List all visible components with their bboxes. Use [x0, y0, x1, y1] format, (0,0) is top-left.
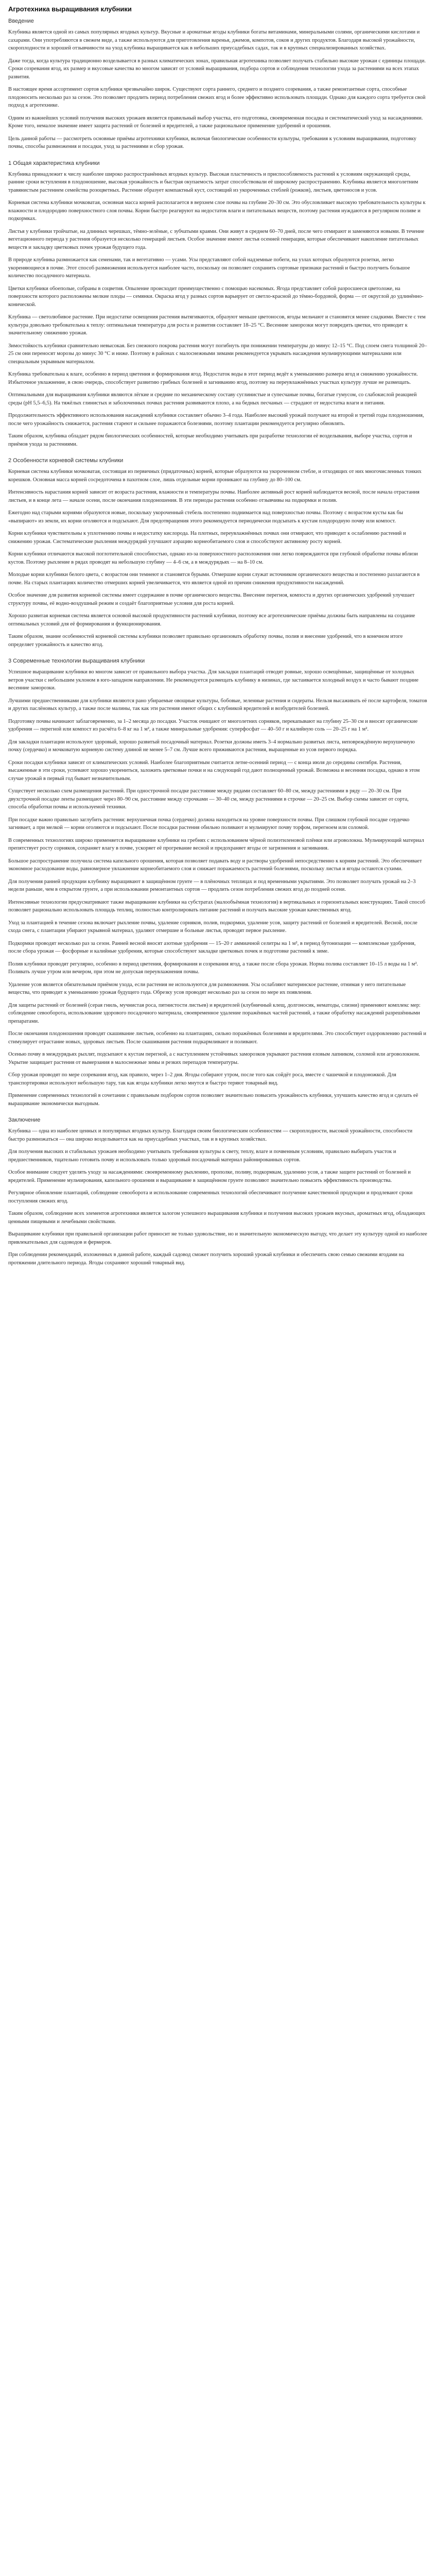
document-section	[8, 658, 428, 1108]
paragraph: Подготовку почвы начинают заблаговременно, за 1–2 месяца до посадки. Участок очищают от многолетних сорняков, перекапывают на глубину 25–30 см и вносят органические удобрения — перегной или компост из расчёта 6–8 кг на 1 м², а также минеральные удобрения: суперфосфат — 40–50 г и калийную соль — 20–25 г на 1 м².	[8, 718, 418, 732]
section-title: 1 Общая характеристика клубники	[8, 160, 100, 166]
paragraph: Цветки клубники обоеполые, собраны в соцветия. Опыление происходит преимущественно с помощью насекомых. Ягода представляет собой разросшееся цветоложе, на поверхности которого расположены мелкие плоды — семянки. Окраска ягод у разных сортов варьирует от светло-красной до тёмно-бордовой, форма — от округлой до удлинённо-конической.	[8, 285, 424, 308]
section-title: 2 Особенности корневой системы клубники	[8, 457, 124, 464]
paragraph: Клубника принадлежит к числу наиболее широко распространённых ягодных культур. Высокая пластичность и приспособляемость растений к условиям окружающей среды, ранние сроки вступления в плодоношение, высокая урожайность и быстрая окупаемость затрат способствовали её широкому распространению. Клубника является многолетним травянистым растением семейства розоцветных. Растение образует компактный куст, состоящий из укороченных стеблей (рожков), листьев, цветоносов и усов.	[8, 171, 418, 193]
paragraph: При соблюдении рекомендаций, изложенных в данной работе, каждый садовод сможет получить хороший урожай клубники и обеспечить свою семью свежими ягодами на протяжении длительного периода. Ягоды сохраняют хороший товарный вид.	[8, 1252, 404, 1266]
paragraph: Корневая система клубники мочковатая, состоящая из первичных (придаточных) корней, которые образуются на укороченном стебле, и отходящих от них многочисленных тонких корешков. Основная масса корней сосредоточена в пахотном слое, лишь отдельные корни проникают на глубину до 80–100 см.	[8, 469, 422, 483]
paragraph: Клубника требовательна к влаге, особенно в период цветения и формирования ягод. Недостаток воды в этот период ведёт к уменьшению размера ягод и снижению урожайности. Избыточное увлажнение, в свою очередь, способствует развитию грибных болезней и загниванию ягод, поэтому на переувлажнённых участках культуру лучше не размещать.	[8, 371, 418, 385]
document-body	[8, 18, 428, 1267]
paragraph: Одним из важнейших условий получения высоких урожаев является правильный выбор участка, его подготовка, своевременная посадка и систематический уход за насаждениями. Кроме того, немалое значение имеет защита растений от болезней и вредителей, а также рациональное применение удобрений и орошения.	[8, 115, 423, 129]
paragraph: Полив клубники проводят регулярно, особенно в период цветения, формирования и созревания ягод, а также после сбора урожая. Норма полива составляет 10–15 л воды на 1 м². Поливать лучше утром или вечером, при этом не допуская переувлажнения почвы.	[8, 961, 418, 975]
paragraph: В природе клубника размножается как семенами, так и вегетативно — усами. Усы представляют собой надземные побеги, на узлах которых образуются розетки, легко укореняющиеся в почве. Этот способ размножения используется наиболее часто, поскольку он позволяет сохранить сортовые признаки растений и быстро получить большое количество посадочного материала.	[8, 257, 410, 279]
paragraph: Успешное выращивание клубники во многом зависит от правильного выбора участка. Для закладки плантаций отводят ровные, хорошо освещённые, защищённые от холодных ветров участки с небольшим уклоном в юго-западном направлении. Не рекомендуется размещать клубнику в низинах, где застаивается холодный воздух и часто бывают поздние весенние заморозки.	[8, 669, 418, 691]
paragraph: Для получения высоких и стабильных урожаев необходимо учитывать требования культуры к свету, теплу, влаге и почвенным условиям, правильно выбирать участок и предшественников, тщательно готовить почву и использовать только здоровый посадочный материал районированных сортов.	[8, 1149, 396, 1163]
paragraph: Выращивание клубники при правильной организации работ приносит не только удовольствие, но и значительную экономическую выгоду, что делает эту культуру одной из наиболее привлекательных для садоводов и фермеров.	[8, 1231, 427, 1245]
document-section	[8, 18, 428, 151]
paragraph: Ежегодно над старыми корнями образуются новые, поскольку укороченный стебель постепенно поднимается над поверхностью почвы. Поэтому с возрастом кусты как бы «выпирают» из земли, их корни оголяются и подсыхают. Для предотвращения этого рекомендуется периодически подсыпать к кустам плодородную почву или компост.	[8, 510, 403, 524]
paragraph: В современных технологиях широко применяется выращивание клубники на гребнях с использованием чёрной полиэтиленовой плёнки или агроволокна. Мульчирующий материал препятствует росту сорняков, сохраняет влагу в почве, ускоряет её прогревание весной и предохраняет ягоды от загрязнения и загнивания.	[8, 837, 424, 851]
section-title: Заключение	[8, 1117, 41, 1123]
paragraph: Корни клубники чувствительны к уплотнению почвы и недостатку кислорода. На плотных, переувлажнённых почвах они отмирают, что приводит к ослаблению растений и снижению урожая. Систематические рыхления междурядий улучшают аэрацию корнеобитаемого слоя и способствуют активному росту корней.	[8, 531, 406, 545]
paragraph: Таким образом, соблюдение всех элементов агротехники является залогом успешного выращивания клубники и получения высоких урожаев вкусных, ароматных ягод, обладающих ценными пищевыми и лечебными свойствами.	[8, 1211, 426, 1225]
paragraph: Для получения ранней продукции клубнику выращивают в защищённом грунте — в плёночных теплицах и под временными укрытиями. Это позволяет получать урожай на 2–3 недели раньше, чем в открытом грунте, а при использовании ремонтантных сортов — продлить сезон потребления свежих ягод до поздней осени.	[8, 878, 416, 892]
paragraph: Оптимальными для выращивания клубники являются лёгкие и средние по механическому составу суглинистые и супесчаные почвы, богатые гумусом, со слабокислой реакцией среды (pH 5,5–6,5). На тяжёлых глинистых и заболоченных почвах растения развиваются плохо, а на бедных песчаных — страдают от недостатка влаги и питания.	[8, 392, 417, 406]
paragraph: Применение современных технологий в сочетании с правильным подбором сортов позволяет значительно повысить урожайность клубники, улучшить качество ягод и сделать её выращивание экономически выгодным.	[8, 1093, 418, 1107]
paragraph: Клубника — светолюбивое растение. При недостатке освещения растения вытягиваются, образуют меньше цветоносов, ягоды мельчают и становятся менее сладкими. Вместе с тем культура довольно требовательна к теплу: оптимальная температура для роста и развития составляет 18–25 °C. Весенние заморозки могут повредить цветки, что приводит к значительному снижению урожая.	[8, 314, 426, 336]
paragraph: Особое значение для развития корневой системы имеет содержание в почве органического вещества. Внесение перегноя, компоста и других органических удобрений улучшает структуру почвы, её водно-воздушный режим и создаёт благоприятные условия для роста корней.	[8, 592, 415, 606]
section-title: Введение	[8, 18, 34, 24]
paragraph: В настоящее время ассортимент сортов клубники чрезвычайно широк. Существуют сорта раннего, среднего и позднего созревания, а также ремонтантные сорта, способные плодоносить несколько раз за сезон. Это позволяет продлить период потребления свежих ягод и более эффективно использовать площади. Однако для каждого сорта требуется свой подход к агротехнике.	[8, 87, 426, 108]
document-title: Агротехника выращивания клубники	[8, 5, 132, 13]
paragraph: Цель данной работы — рассмотреть основные приёмы агротехники клубники, включая биологические особенности культуры, требования к условиям выращивания, подготовку почвы, способы размножения и посадки, уход за растениями и сбор урожая.	[8, 135, 416, 149]
paragraph: Уход за плантацией в течение сезона включает рыхление почвы, удаление сорняков, полив, подкормки, удаление усов, защиту растений от болезней и вредителей. Весной, после схода снега, с плантации убирают укрывной материал, удаляют отмершие и больные листья, проводят первое рыхление.	[8, 920, 417, 934]
paragraph: Даже тогда, когда культура традиционно возделывается в разных климатических зонах, правильная агротехника позволяет получать стабильно высокие урожаи с единицы площади. Сроки созревания ягод, их размер и вкусовые качества во многом зависят от условий выращивания, подбора сортов и соблюдения технологии ухода за растениями на всех этапах развития.	[8, 58, 426, 80]
paragraph: Существует несколько схем размещения растений. При однострочной посадке расстояние между рядами составляет 60–80 см, между растениями в ряду — 20–30 см. При двухстрочной посадке ленты размещают через 80–90 см, расстояние между строчками — 30–40 см, между растениями в строчке — 20–25 см. Выбор схемы зависит от сорта, способа обработки почвы и используемой техники.	[8, 788, 409, 810]
paragraph: Зимостойкость клубники сравнительно невысокая. Без снежного покрова растения могут погибнуть при понижении температуры до минус 12–15 °C. Под слоем снега толщиной 20–25 см они переносят морозы до минус 30 °C и ниже. Поэтому в районах с малоснежными зимами рекомендуется укрывать насаждения мульчирующими материалами или специальным укрывным материалом.	[8, 343, 427, 365]
paragraph: Корневая система клубники мочковатая, основная масса корней располагается в верхнем слое почвы на глубине 20–30 см. Это обусловливает высокую требовательность культуры к влажности и плодородию поверхностного слоя почвы. Корни быстро реагируют на недостаток влаги и питательных веществ, поэтому растения нуждаются в регулярном поливе и подкормках.	[8, 200, 426, 222]
paragraph: Хорошо развитая корневая система является основой высокой продуктивности растений клубники, поэтому все агротехнические приёмы должны быть направлены на создание оптимальных условий для её формирования и функционирования.	[8, 613, 415, 627]
paragraph: Удаление усов является обязательным приёмом ухода, если растения не используются для размножения. Усы ослабляют материнское растение, отнимая у него питательные вещества, что приводит к уменьшению урожая будущего года. Обрезку усов проводят несколько раз за сезон по мере их появления.	[8, 981, 406, 995]
paragraph: Регулярное обновление плантаций, соблюдение севооборота и использование современных технологий обеспечивают получение качественной продукции и продлевают сроки поступления свежих ягод.	[8, 1190, 413, 1204]
document-section	[8, 457, 428, 649]
paragraph: Таким образом, знание особенностей корневой системы клубники позволяет правильно организовать обработку почвы, полив и внесение удобрений, что в конечном итоге определяет урожайность и качество ягод.	[8, 634, 403, 648]
paragraph: Клубника — одна из наиболее ценных и популярных ягодных культур. Благодаря своим биологическим особенностям — скороплодности, высокой урожайности, способности быстро размножаться — она широко возделывается как на приусадебных участках, так и в крупных хозяйствах.	[8, 1128, 413, 1142]
paragraph: Большое распространение получила система капельного орошения, которая позволяет подавать воду и растворы удобрений непосредственно к корням растений. Это обеспечивает экономное расходование воды, равномерное увлажнение корнеобитаемого слоя и снижает поражаемость растений болезнями, поскольку листья и ягоды остаются сухими.	[8, 858, 422, 872]
paragraph: Молодые корни клубники белого цвета, с возрастом они темнеют и становятся бурыми. Отмершие корни служат источником органического вещества и постепенно разлагаются в почве. На старых плантациях количество отмерших корней увеличивается, что является одной из причин снижения продуктивности насаждений.	[8, 572, 420, 586]
paragraph: Для защиты растений от болезней (серая гниль, мучнистая роса, пятнистости листьев) и вредителей (клубничный клещ, долгоносик, нематоды, слизни) применяют комплекс мер: соблюдение севооборота, использование здорового посадочного материала, своевременное удаление поражённых частей растений, а также обработку насаждений разрешёнными препаратами.	[8, 1002, 421, 1024]
paragraph: Продолжительность эффективного использования насаждений клубники составляет обычно 3–4 года. Наиболее высокий урожай получают на второй и третий годы плодоношения, после чего урожайность снижается, растения стареют и сильнее поражаются болезнями, поэтому плантации рекомендуется регулярно обновлять.	[8, 413, 424, 427]
paragraph: Особое внимание следует уделять уходу за насаждениями: своевременному рыхлению, прополке, поливу, подкормкам, удалению усов, а также защите растений от болезней и вредителей. Применение мульчирования, капельного орошения и выращивание в защищённом грунте позволяют значительно повысить эффективность производства.	[8, 1170, 411, 1183]
paragraph: Лучшими предшественниками для клубники являются рано убираемые овощные культуры, бобовые, зеленные растения и сидераты. Нельзя высаживать её после картофеля, томатов и других паслёновых культур, а также после малины, так как эти растения имеют общих с клубникой вредителей и возбудителей болезней.	[8, 698, 427, 711]
paragraph: Таким образом, клубника обладает рядом биологических особенностей, которые необходимо учитывать при разработке технологии её возделывания, выборе участка, сортов и приёмов ухода за растениями.	[8, 433, 412, 447]
paragraph: При посадке важно правильно заглубить растения: верхушечная почка (сердечко) должна находиться на уровне поверхности почвы. При слишком глубокой посадке сердечко загнивает, а при мелкой — корни оголяются и подсыхают. После посадки растения обильно поливают и мульчируют почву торфом, перегноем или соломой.	[8, 817, 410, 831]
paragraph: Интенсивность нарастания корней зависит от возраста растения, влажности и температуры почвы. Наиболее активный рост корней наблюдается весной, после начала отрастания листьев, и в конце лета — начале осени, после окончания плодоношения. В эти периоды растения особенно отзывчивы на подкормки и полив.	[8, 489, 420, 503]
paragraph: Сроки посадки клубники зависят от климатических условий. Наиболее благоприятным считается летне-осенний период — с конца июля до середины сентября. Растения, высаженные в эти сроки, успевают хорошо укорениться, заложить цветковые почки и на следующий год дают полноценный урожай. Возможна и весенняя посадка, однако в этом случае урожай в первый год бывает незначительным.	[8, 759, 420, 782]
section-title: 3 Современные технологии выращивания клубники	[8, 658, 145, 664]
paragraph: Осенью почву в междурядьях рыхлят, подсыпают к кустам перегной, а с наступлением устойчивых заморозков укрывают растения еловым лапником, соломой или агроволокном. Укрытие защищает растения от вымерзания в малоснежные зимы и резких перепадов температуры.	[8, 1052, 420, 1065]
document-section	[8, 160, 428, 449]
document-section	[8, 1117, 428, 1267]
paragraph: Подкормки проводят несколько раз за сезон. Ранней весной вносят азотные удобрения — 15–20 г аммиачной селитры на 1 м², в период бутонизации — комплексные удобрения, после сбора урожая — фосфорные и калийные удобрения, которые способствуют закладке цветковых почек и подготовке растений к зиме.	[8, 940, 416, 954]
paragraph: Листья у клубники тройчатые, на длинных черешках, тёмно-зелёные, с зубчатыми краями. Они живут в среднем 60–70 дней, после чего отмирают и заменяются новыми. В течение вегетационного периода у растения образуется несколько генераций листьев. Особое значение имеют листья осенней генерации, которые обеспечивают накопление питательных веществ и закладку цветковых почек урожая будущего года.	[8, 228, 425, 250]
paragraph: Интенсивные технологии предусматривают также выращивание клубники на субстратах (малообъёмная технология) в вертикальных и горизонтальных конструкциях. Такой способ позволяет рационально использовать площадь теплиц, полностью контролировать питание растений и получать высокие урожаи качественных ягод.	[8, 899, 426, 913]
paragraph: Клубника является одной из самых популярных ягодных культур. Вкусные и ароматные ягоды клубники богаты витаминами, минеральными солями, органическими кислотами и сахарами. Они употребляются в свежем виде, а также используются для приготовления варенья, джемов, компотов, соков и других продуктов. Благодаря высокой урожайности, скороплодности и хорошей отзывчивости на уход клубника выращивается как в небольших приусадебных садах, так и в крупных специализированных хозяйствах.	[8, 29, 420, 51]
paragraph: Корни клубники отличаются высокой поглотительной способностью, однако из-за поверхностного расположения они легко повреждаются при глубокой обработке почвы вблизи кустов. Поэтому рыхление в рядах проводят на небольшую глубину — 4–6 см, а в междурядьях — на 8–10 см.	[8, 551, 418, 565]
paragraph: После окончания плодоношения проводят скашивание листьев, особенно на плантациях, сильно поражённых болезнями и вредителями. Это способствует оздоровлению растений и стимулирует отрастание новых, здоровых листьев. После скашивания растения подкармливают и поливают.	[8, 1031, 426, 1045]
paragraph: Для закладки плантации используют здоровый, хорошо развитый посадочный материал. Розетки должны иметь 3–4 нормально развитых листа, неповреждённую верхушечную почку (сердечко) и мочковатую корневую систему длиной не менее 5–7 см. Лучше всего приживаются растения, выращенные из усов первого порядка.	[8, 739, 415, 753]
paragraph: Сбор урожая проводят по мере созревания ягод, как правило, через 1–2 дня. Ягоды собирают утром, после того как сойдёт роса, вместе с чашечкой и плодоножкой. Для транспортировки используют небольшую тару, так как ягоды клубники легко мнутся и быстро теряют товарный вид.	[8, 1072, 396, 1086]
